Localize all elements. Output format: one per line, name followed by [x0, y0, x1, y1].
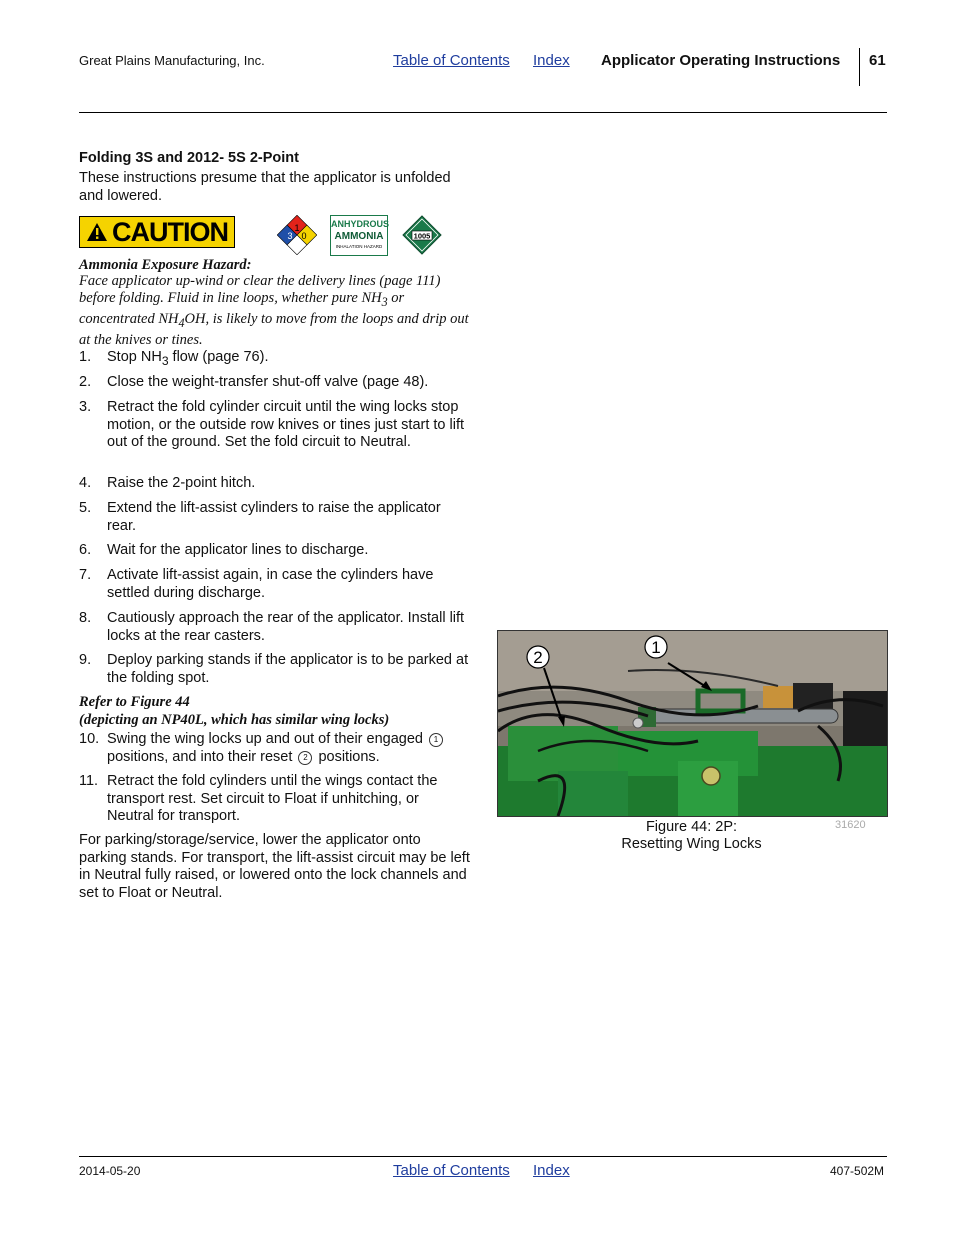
figure-reference-line1: Refer to Figure 44: [79, 694, 190, 710]
un-placard-icon: [402, 215, 442, 255]
figure-photo: [497, 630, 888, 817]
callout-2-label: 2: [533, 648, 543, 667]
placard-line2: AMMONIA: [334, 231, 384, 242]
section-title: Folding 3S and 2012- 5S 2-Point: [79, 150, 299, 166]
nfpa-hazard-diamond-icon: [277, 215, 317, 255]
figure-reference-line2: (depicting an NP40L, which has similar wing locks): [79, 712, 390, 728]
page-number: 61: [869, 52, 886, 69]
footer-index-link[interactable]: Index: [533, 1162, 570, 1179]
header-divider: [859, 48, 860, 86]
caution-text: CAUTION: [112, 216, 228, 247]
callout-1-label: 1: [651, 638, 661, 657]
figure-caption: [497, 819, 886, 853]
diamond-reactivity: 0: [301, 231, 307, 241]
wing-lock-photo-illustration: [498, 631, 887, 816]
warning-triangle-icon: [86, 222, 108, 242]
callout-1-ref: 1: [429, 733, 443, 747]
caution-label: [79, 216, 235, 248]
header-toc-link[interactable]: Table of Contents: [393, 52, 510, 69]
placard-line3: INHALATION HAZARD: [335, 244, 383, 249]
callout-2-ref: 2: [298, 751, 312, 765]
figure-caption-line2: Resetting Wing Locks: [621, 836, 762, 852]
placard-line1: ANHYDROUS: [331, 219, 390, 229]
intro-text: These instructions presume that the applicator is unfolded and lowered.: [79, 170, 451, 204]
header-index-link[interactable]: Index: [533, 52, 570, 69]
figure-caption-line1: Figure 44: 2P:: [645, 819, 738, 835]
footer-doc-number: 407-502M: [830, 1164, 885, 1178]
hazard-body: Face applicator up-wind or clear the delivery lines (page 111) before folding. Fluid in line loops, whether pure $NH_3$ or concentrated $NH_4OH$, is likely to move from the loops and drip out at the knives or tines.: [79, 273, 469, 349]
diamond-flammability: 1: [294, 223, 300, 233]
header-section-title: Applicator Operating Instructions: [601, 52, 841, 69]
footer-rule: [79, 1156, 887, 1157]
header-company: Great Plains Manufacturing, Inc.: [79, 53, 265, 68]
photo-id: 31620: [835, 819, 866, 831]
footer-toc-link[interactable]: Table of Contents: [393, 1162, 510, 1179]
diamond-health: 3: [287, 231, 293, 241]
footer-date: 2014-05-20: [79, 1164, 141, 1178]
hazard-title: Ammonia Exposure Hazard:: [79, 257, 252, 273]
anhydrous-ammonia-placard: [330, 215, 388, 256]
header-rule: [79, 112, 887, 113]
closing-paragraph: For parking/storage/service, lower the applicator onto parking stands. For transport, the lift-assist circuit may be left in Neutral fully raised, or lowered onto the lock channels and set to Float or Neutral.: [79, 832, 470, 901]
un-number: 1005: [413, 231, 431, 241]
